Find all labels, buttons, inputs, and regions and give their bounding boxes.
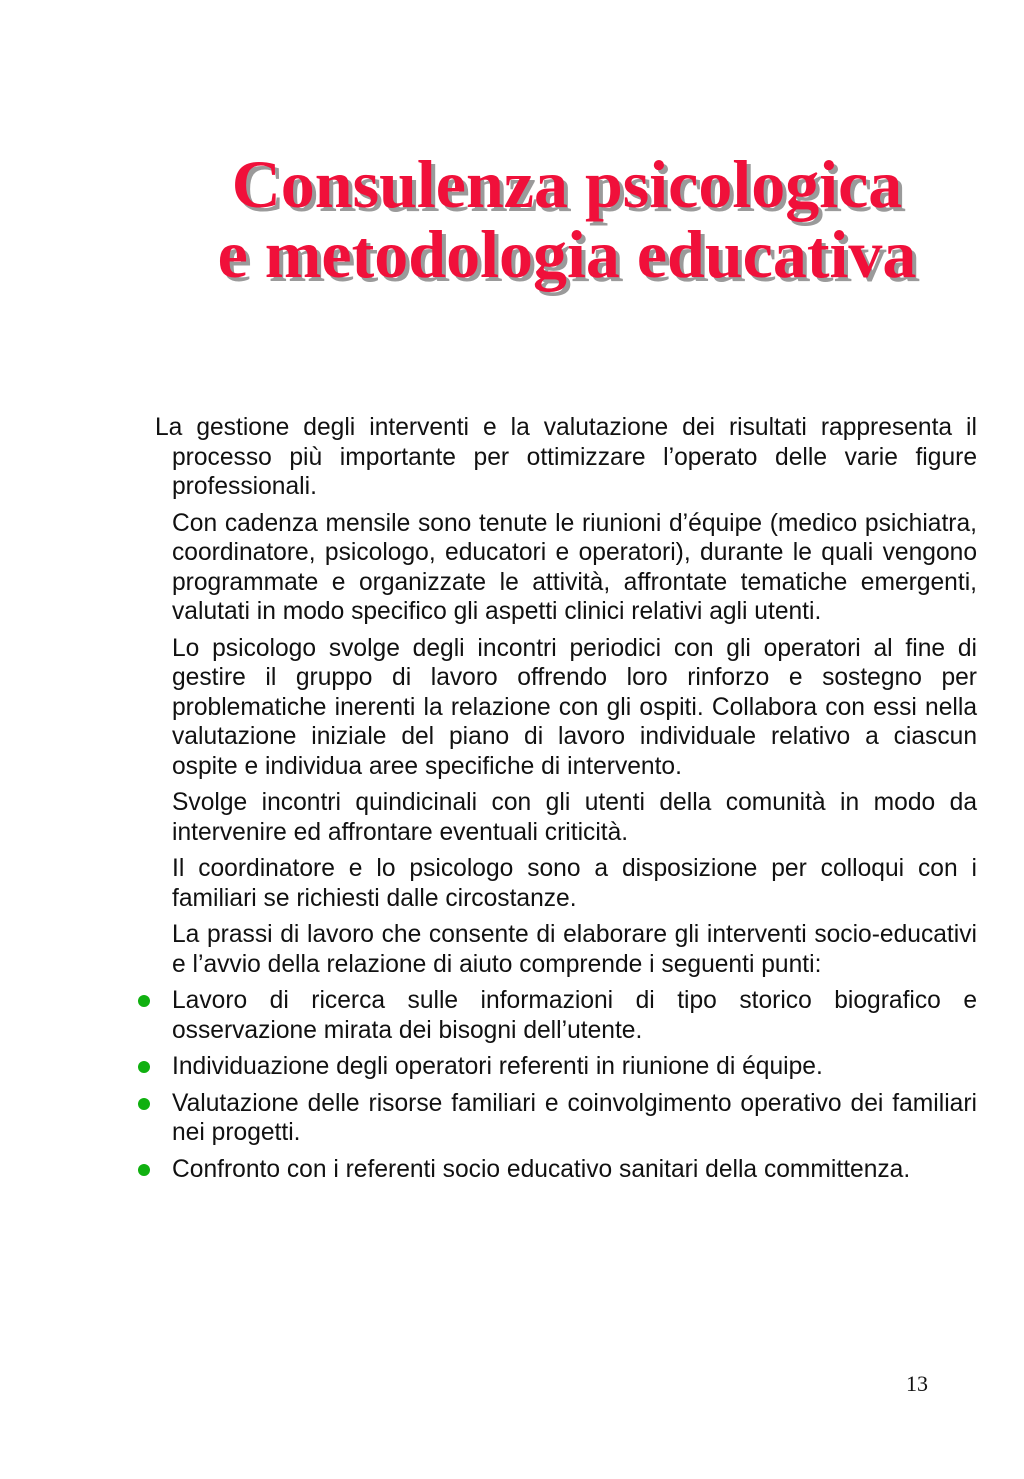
bullet-dot-icon [138,1061,150,1073]
title-line-2: e metodologia educativa [217,216,917,292]
paragraph-2: Con cadenza mensile sono tenute le riunioni d’équipe (medico psichiatra, coordinatore, psicologo, educatori e operatori), durante le quali vengono programmate e organizzate le attività, affrontate tematiche emergenti, valutati in modo specifico gli aspetti clinici relativi agli utenti. [172,509,977,625]
paragraph-5: Il coordinatore e lo psicologo sono a disposizione per colloqui con i familiari se richiesti dalle circostanze. [172,855,977,912]
bullet-text: Valutazione delle risorse familiari e coinvolgimento operativo dei familiari nei progetti. [172,1089,977,1146]
paragraph-4: Svolge incontri quindicinali con gli utenti della comunità in modo da intervenire ed affrontare eventuali criticità. [172,789,977,846]
slide-title [0,146,1024,292]
bullet-dot-icon [138,995,150,1007]
list-item [172,1052,977,1082]
list-item [172,1089,977,1148]
list-item [172,986,977,1045]
bullet-list [172,986,977,1184]
bullet-text: Lavoro di ricerca sulle informazioni di tipo storico biografico e osservazione mirata dei bisogni dell’utente. [172,987,977,1044]
list-item [172,1155,977,1185]
bullet-dot-icon [138,1098,150,1110]
page-number: 13 [906,1371,928,1396]
title-line-1: Consulenza psicologica [231,146,903,222]
paragraph-3: Lo psicologo svolge degli incontri periodici con gli operatori al fine di gestire il gruppo di lavoro offrendo loro rinforzo e sostegno per problematiche inerenti la relazione con gli ospiti. Collabora con essi nella valutazione iniziale del piano di lavoro individuale relativo a ciascun ospite e individua aree specifiche di intervento. [172,634,977,780]
paragraph-1: La gestione degli interventi e la valutazione dei risultati rappresenta il processo più importante per ottimizzare l’operato delle varie figure professionali. [155,414,977,500]
paragraph-6: La prassi di lavoro che consente di elaborare gli interventi socio-educativi e l’avvio della relazione di aiuto comprende i seguenti punti: [172,921,977,978]
bullet-text: Confronto con i referenti socio educativo sanitari della committenza. [172,1155,911,1183]
bullet-text: Individuazione degli operatori referenti in riunione di équipe. [172,1053,823,1080]
bullet-dot-icon [138,1164,150,1176]
slide-body [155,413,977,1191]
